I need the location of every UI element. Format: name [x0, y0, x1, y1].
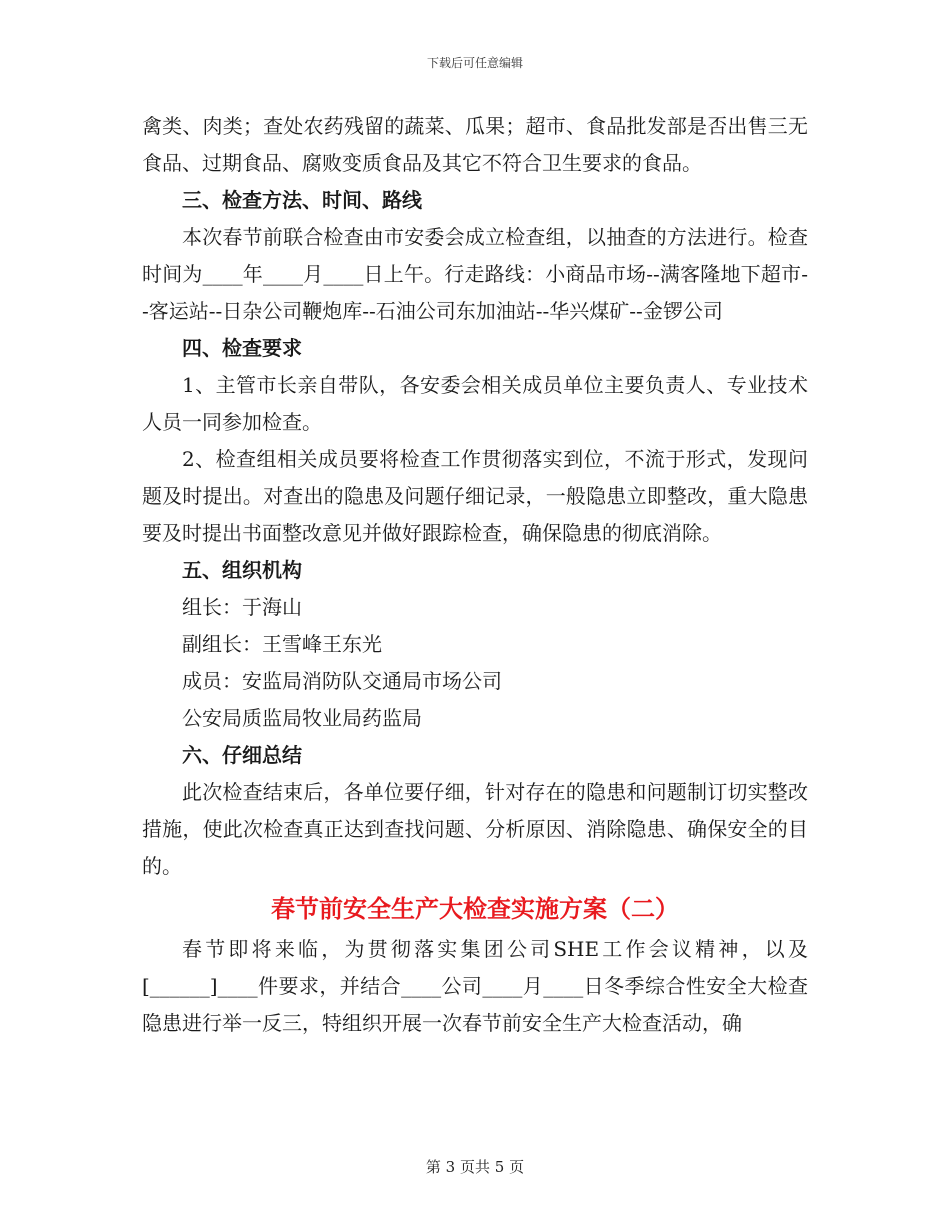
- page-footer: 第 3 页共 5 页: [425, 1158, 525, 1176]
- section-heading-4: 四、检查要求: [182, 336, 302, 360]
- org-leader-line: 组长：于海山: [182, 595, 302, 619]
- paragraph-inspection-items: 禽类、肉类；查处农药残留的蔬菜、瓜果；超市、食品批发部是否出售三无食品、过期食品、腐败变质食品及其它不符合卫生要求的食品。: [142, 114, 808, 175]
- org-members-line: 成员：安监局消防队交通局市场公司: [182, 669, 502, 693]
- paragraph-method-route: 本次春节前联合检查由市安委会成立检查组，以抽查的方法进行。检查时间为____年____月____日上午。行走路线：小商品市场--满客隆地下超市--客运站--日杂公司鞭炮库--石油公司东加油站--华兴煤矿--金锣公司: [142, 225, 808, 323]
- page-header: 下载后可任意编辑: [426, 56, 523, 70]
- paragraph-plan-2-intro: 春节即将来临，为贯彻落实集团公司SHE工作会议精神，以及[______]____件要求，并结合____公司____月____日冬季综合性安全大检查隐患进行举一反三，特组织开展一次春节前安全生产大检查活动，确: [142, 937, 808, 1035]
- document-title-2: 春节前安全生产大检查实施方案（二）: [271, 895, 679, 923]
- org-members-line-2: 公安局质监局牧业局药监局: [182, 706, 422, 730]
- paragraph-summary: 此次检查结束后，各单位要仔细，针对存在的隐患和问题制订切实整改措施，使此次检查真正达到查找问题、分析原因、消除隐患、确保安全的目的。: [142, 780, 808, 878]
- document-body: [142, 108, 808, 1042]
- section-heading-6: 六、仔细总结: [182, 743, 302, 767]
- paragraph-requirement-2: 2、检查组相关成员要将检查工作贯彻落实到位，不流于形式，发现问题及时提出。对查出的隐患及问题仔细记录，一般隐患立即整改，重大隐患要及时提出书面整改意见并做好跟踪检查，确保隐患的彻底消除。: [142, 447, 808, 545]
- org-deputy-line: 副组长：王雪峰王东光: [182, 632, 382, 656]
- section-heading-3: 三、检查方法、时间、路线: [182, 188, 422, 212]
- paragraph-requirement-1: 1、主管市长亲自带队，各安委会相关成员单位主要负责人、专业技术人员一同参加检查。: [142, 373, 808, 434]
- section-heading-5: 五、组织机构: [182, 558, 302, 582]
